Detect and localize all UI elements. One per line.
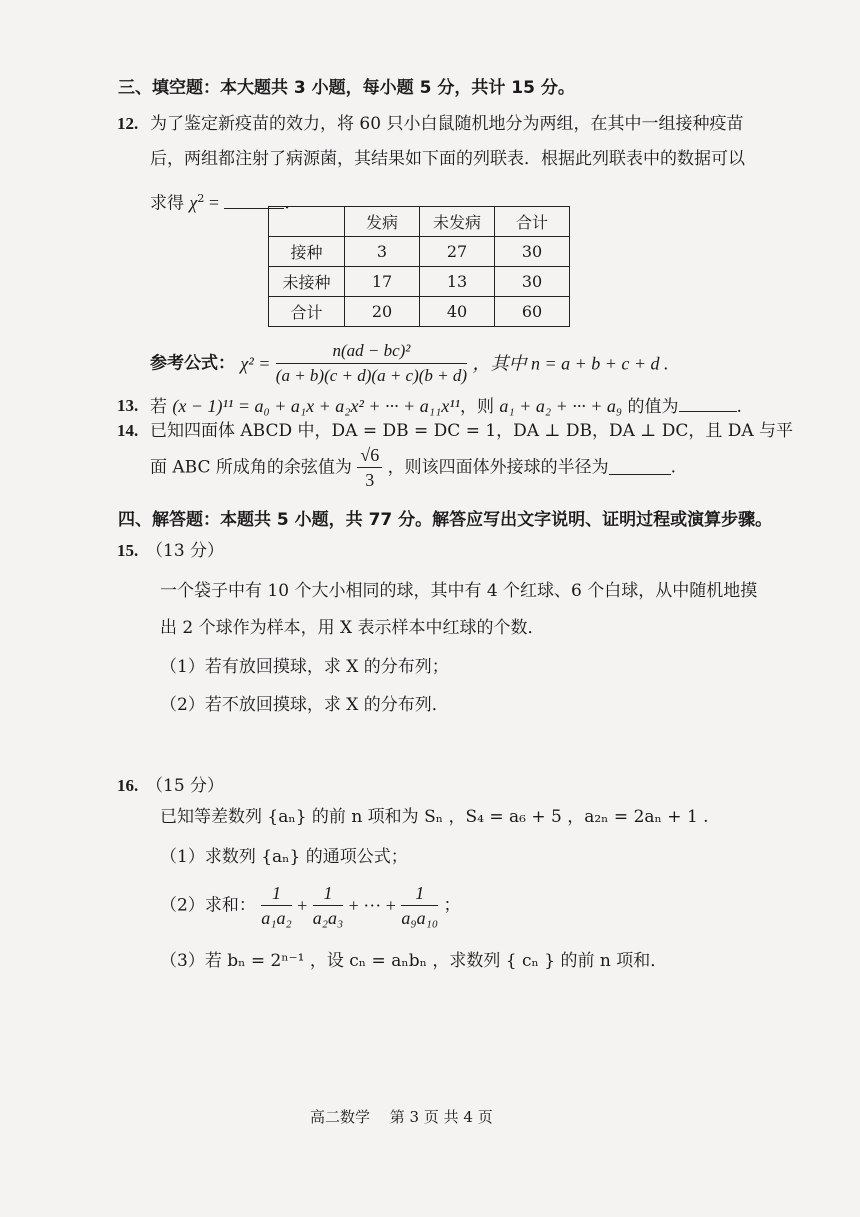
- ellipsis-plus: + ··· +: [348, 895, 396, 916]
- table-cell: 发病: [345, 207, 420, 237]
- q15-number: 15.: [117, 541, 139, 560]
- q12-line2: 后，两组都注射了病源菌，其结果如下面的列联表．根据此列联表中的数据可以: [150, 149, 745, 169]
- q12-number: 12.: [117, 114, 139, 133]
- table-cell: 40: [420, 297, 495, 327]
- chi-symbol: χ: [189, 192, 198, 213]
- table-cell: 17: [345, 267, 420, 297]
- section-4-title: 四、解答题：本题共 5 小题，共 77 分。解答应写出文字说明、证明过程或演算步骤。: [118, 510, 773, 530]
- table-row: [269, 267, 570, 297]
- sum-term-3-den: a₉a₁₀: [401, 908, 439, 928]
- q15-part2: （2）若不放回摸球，求 X 的分布列．: [160, 695, 449, 715]
- q16-part2-end: ；: [443, 895, 461, 916]
- q15-part1: （1）若有放回摸球，求 X 的分布列；: [160, 657, 449, 677]
- chi-sup: 2: [197, 192, 205, 205]
- q15-line2: 出 2 个球作为样本，用 X 表示样本中红球的个数．: [160, 618, 545, 638]
- table-cell: 27: [420, 237, 495, 267]
- table-cell: 3: [345, 237, 420, 267]
- sum-term-2-num: 1: [313, 882, 344, 906]
- ref-tail: ，其中 n = a + b + c + d .: [472, 353, 669, 374]
- q16-part3: （3）若 bₙ = 2ⁿ⁻¹ ，设 cₙ = aₙbₙ ，求数列 { cₙ } 的前 n 项和．: [160, 951, 668, 971]
- q14-number: 14.: [117, 421, 139, 440]
- q16-part2-label: （2）求和：: [160, 895, 256, 916]
- q13-end: .: [736, 397, 742, 417]
- sum-term-3-num: 1: [401, 882, 438, 906]
- ref-lhs: χ² =: [240, 353, 271, 374]
- cosine-fraction: [357, 444, 382, 491]
- ref-label: 参考公式：: [150, 353, 235, 374]
- reference-formula: [150, 340, 669, 387]
- q15-score: （13 分）: [146, 541, 225, 561]
- q16-part1: （1）求数列 {aₙ} 的通项公式；: [160, 847, 408, 867]
- q14-answer-blank: [609, 460, 671, 475]
- q16-number: 16.: [117, 776, 139, 795]
- q13-text: [150, 395, 742, 418]
- q14-post: ，则该四面体外接球的半径为: [387, 457, 609, 478]
- q16-part2: [160, 882, 461, 929]
- table-cell: 30: [495, 237, 570, 267]
- sum-term-1-num: 1: [261, 882, 292, 906]
- table-header-row: [269, 207, 570, 237]
- ref-numerator: n(ad − bc)²: [276, 340, 467, 364]
- q13-mid: ，则: [460, 397, 495, 417]
- q15-line1: 一个袋子中有 10 个大小相同的球，其中有 4 个红球、6 个白球，从中随机地摸: [160, 581, 758, 601]
- table-cell: 30: [495, 267, 570, 297]
- q13-pre: 若: [150, 397, 167, 417]
- sum-term-2-den: a₂a₃: [312, 908, 344, 928]
- contingency-table: [268, 206, 570, 327]
- q12-eq: =: [204, 192, 219, 213]
- page-footer: 高二数学 第 3 页 共 4 页: [310, 1108, 493, 1126]
- sum-term-1-den: a₁a₂: [261, 908, 292, 928]
- q13-expansion: (x − 1)¹¹ = a₀ + a₁x + a₂x² + ··· + a₁₁x¹¹: [172, 396, 461, 416]
- q14-end: .: [670, 457, 677, 478]
- table-cell: 未接种: [269, 267, 345, 297]
- table-cell: 20: [345, 297, 420, 327]
- sum-term-1: [261, 882, 292, 929]
- ref-fraction: [276, 340, 467, 387]
- table-row: [269, 237, 570, 267]
- q12-ask-text: 求得: [150, 193, 184, 214]
- table-cell: 60: [495, 297, 570, 327]
- q13-sum: a₁ + a₂ + ··· + a₉: [499, 396, 623, 416]
- table-cell: 接种: [269, 237, 345, 267]
- q12-line1: 为了鉴定新疫苗的效力，将 60 只小白鼠随机地分为两组，在其中一组接种疫苗: [150, 114, 744, 134]
- q14-pre: 面 ABC 所成角的余弦值为: [150, 457, 352, 478]
- q16-score: （15 分）: [146, 776, 225, 796]
- table-cell: 未发病: [420, 207, 495, 237]
- sum-term-2: [313, 882, 344, 929]
- table-cell: 合计: [495, 207, 570, 237]
- q13-post: 的值为: [627, 397, 679, 417]
- cosine-numerator: √6: [357, 444, 382, 468]
- sum-term-3: [401, 882, 438, 929]
- cosine-denominator: 3: [365, 470, 375, 490]
- q12-end: .: [284, 193, 290, 214]
- table-cell: [269, 207, 345, 237]
- table-row: [269, 297, 570, 327]
- ref-denominator: (a + b)(c + d)(a + c)(b + d): [275, 366, 468, 385]
- q14-line2: [150, 444, 676, 491]
- q13-answer-blank: [679, 397, 737, 412]
- table-cell: 合计: [269, 297, 345, 327]
- q16-line1: 已知等差数列 {aₙ} 的前 n 项和为 Sₙ ，S₄ = a₆ + 5 ，a₂ₙ = 2aₙ + 1 .: [160, 807, 709, 827]
- plus-sign: +: [297, 895, 308, 916]
- q13-number: 13.: [117, 396, 139, 415]
- section-3-title: 三、填空题：本大题共 3 小题，每小题 5 分，共计 15 分。: [118, 78, 575, 98]
- q14-line1: 已知四面体 ABCD 中，DA = DB = DC = 1，DA ⊥ DB，DA ⊥ DC，且 DA 与平: [150, 421, 794, 441]
- table-cell: 13: [420, 267, 495, 297]
